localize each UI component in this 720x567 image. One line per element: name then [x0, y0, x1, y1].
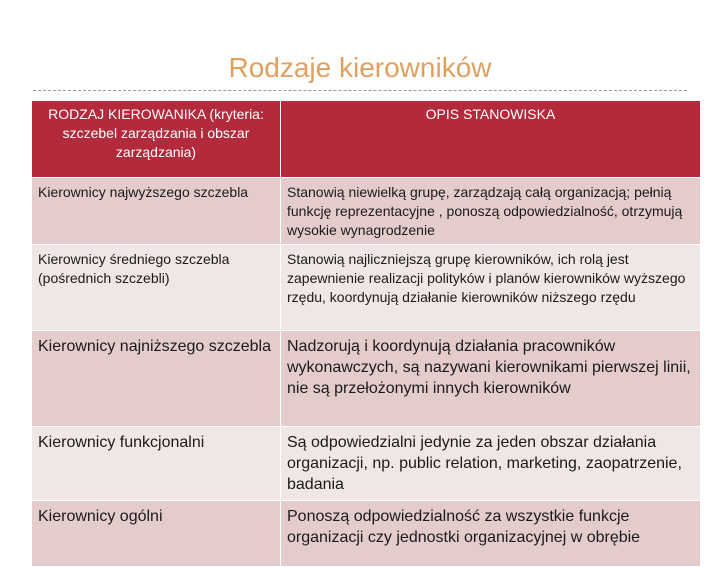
- row-type: Kierownicy ogólni: [32, 501, 281, 567]
- table-row: [32, 178, 701, 245]
- table-row: [32, 331, 701, 427]
- row-description: Stanowią najliczniejszą grupę kierowników, ich rolą jest zapewnienie realizacji polityków i planów kierowników wyższego rzędu, koordynują działanie kierowników niższego rzędu: [281, 245, 701, 331]
- row-description: Nadzorują i koordynują działania pracowników wykonawczych, są nazywani kierownikami pierwszej linii, nie są przełożonymi innych kierowników: [281, 331, 701, 427]
- table-header-row: [32, 101, 701, 178]
- row-type: Kierownicy najwyższego szczebla: [32, 178, 281, 245]
- row-type: Kierownicy funkcjonalni: [32, 427, 281, 501]
- table-row: [32, 245, 701, 331]
- page-title: Rodzaje kierowników: [228, 52, 492, 83]
- table-row: [32, 501, 701, 567]
- title-divider: [33, 90, 687, 91]
- header-type: RODZAJ KIEROWANIKA (kryteria: szczebel zarządzania i obszar zarządzania): [32, 101, 281, 178]
- row-description: Ponoszą odpowiedzialność za wszystkie funkcje organizacji czy jednostki organizacyjnej w obrębie: [281, 501, 701, 567]
- row-type: Kierownicy najniższego szczebla: [32, 331, 281, 427]
- managers-table: [31, 100, 701, 567]
- row-type: Kierownicy średniego szczebla (pośrednich szczebli): [32, 245, 281, 331]
- row-description: Stanowią niewielką grupę, zarządzają całą organizacją; pełnią funkcję reprezentacyjne , ponoszą odpowiedzialność, otrzymują wysokie wynagrodzenie: [281, 178, 701, 245]
- header-description: OPIS STANOWISKA: [281, 101, 701, 178]
- row-description: Są odpowiedzialni jedynie za jeden obszar działania organizacji, np. public relation, marketing, zaopatrzenie, badania: [281, 427, 701, 501]
- table-row: [32, 427, 701, 501]
